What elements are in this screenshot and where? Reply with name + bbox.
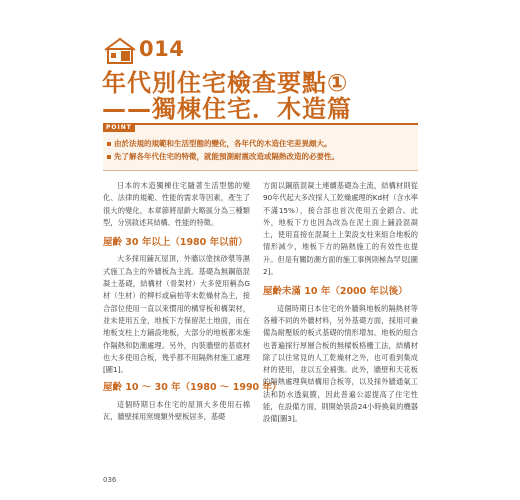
house-icon	[103, 37, 137, 65]
section-heading: 屋齡未滿 10 年（2000 年以後）	[263, 286, 408, 298]
bullet-icon	[107, 142, 111, 146]
right-column	[263, 180, 418, 426]
section-heading: 屋齡 30 年以上（1980 年以前）	[103, 237, 248, 249]
body-paragraph: 這個時期日本住宅的屋頂大多使用石棉瓦，牆壁採用窯燒類外壁板居多，基礎	[103, 399, 250, 422]
point-label: POINT	[103, 123, 135, 132]
point-item-text: 先了解各年代住宅的特徵，就能預測耐震改造或隔熱改造的必要性。	[114, 152, 339, 161]
point-item-text: 由於法規的規範和生活型態的變化，各年代的木造住宅差異頗大。	[114, 139, 332, 148]
intro-paragraph: 日本的木造獨棟住宅隨著生活型態的變化、法律的規範、性能的需求等因素，產生了很大的變化，本章節將屋齡大略區分為三種類型，分別敘述其結構、性能的特徵。	[103, 181, 250, 227]
body-paragraph: 方面以鋼筋混凝土連續基礎為主流，結構材則從90年代起大多改採人工乾燥處理的Kd材（含水率不滿15%），接合部也首次使用五金鎖合。此外，地板下方也因為改為在泥土面上鋪設混凝土，使用直接在混凝土上架設支柱來組合地板的情形減少，地板下方的隔熱施工的有效性也提升。但是有關防潮方面的施工事例則極為罕見[圖2]。	[263, 181, 418, 277]
page-number: 036	[103, 476, 117, 484]
point-item	[107, 151, 339, 162]
section-number: 014	[139, 37, 185, 61]
page-subtitle: ——獨棟住宅．木造篇	[102, 95, 352, 123]
left-column	[103, 180, 282, 423]
section-heading: 屋齡 10 ～ 30 年（1980 ～ 1990 年）	[103, 382, 282, 394]
body-paragraph: 這個時期日本住宅的外牆與地板的隔熱材等各種不同的外牆材料，另外基礎方面，採用可兼備為耐壓版的板式基礎的情形增加。地板的組合也普遍採行厚層合板的無樑板格栅工法，結構材除了以往常見的人工乾燥材之外，也可看到集成材的使用，並以五金補強。此外，牆壁和天花板的隔熱處理與結構用合板等，以及採外牆通氣工法和防水透氣膜，因此普遍公認提高了住宅性能，在設備方面，則開始裝設24小時換氣的機器設備[圖3]。	[263, 303, 418, 424]
body-paragraph: 大多採用鋪瓦屋頂，外牆以塗抹砂漿等濕式施工為主的外牆板為主流。基礎為無鋼筋混凝土基礎，結構材（骨架材）大多使用稱為G材（生材）的柳杉或扁柏等未乾燥材為主，接合部位使用一直以來慣用的構穿板和構架材，並未使用五金，地板下方保留泥土地面，而在地板支柱上方鋪設地板，大部分的地板都未施作隔熱和防潮處理。另外，內裝牆壁的基底材也大多使用合板，幾乎都不用隔熱材施工處理[圖1]。	[103, 254, 250, 375]
bullet-icon	[107, 155, 111, 159]
point-item	[107, 138, 332, 149]
page-title: 年代別住宅檢查要點①	[102, 69, 349, 97]
